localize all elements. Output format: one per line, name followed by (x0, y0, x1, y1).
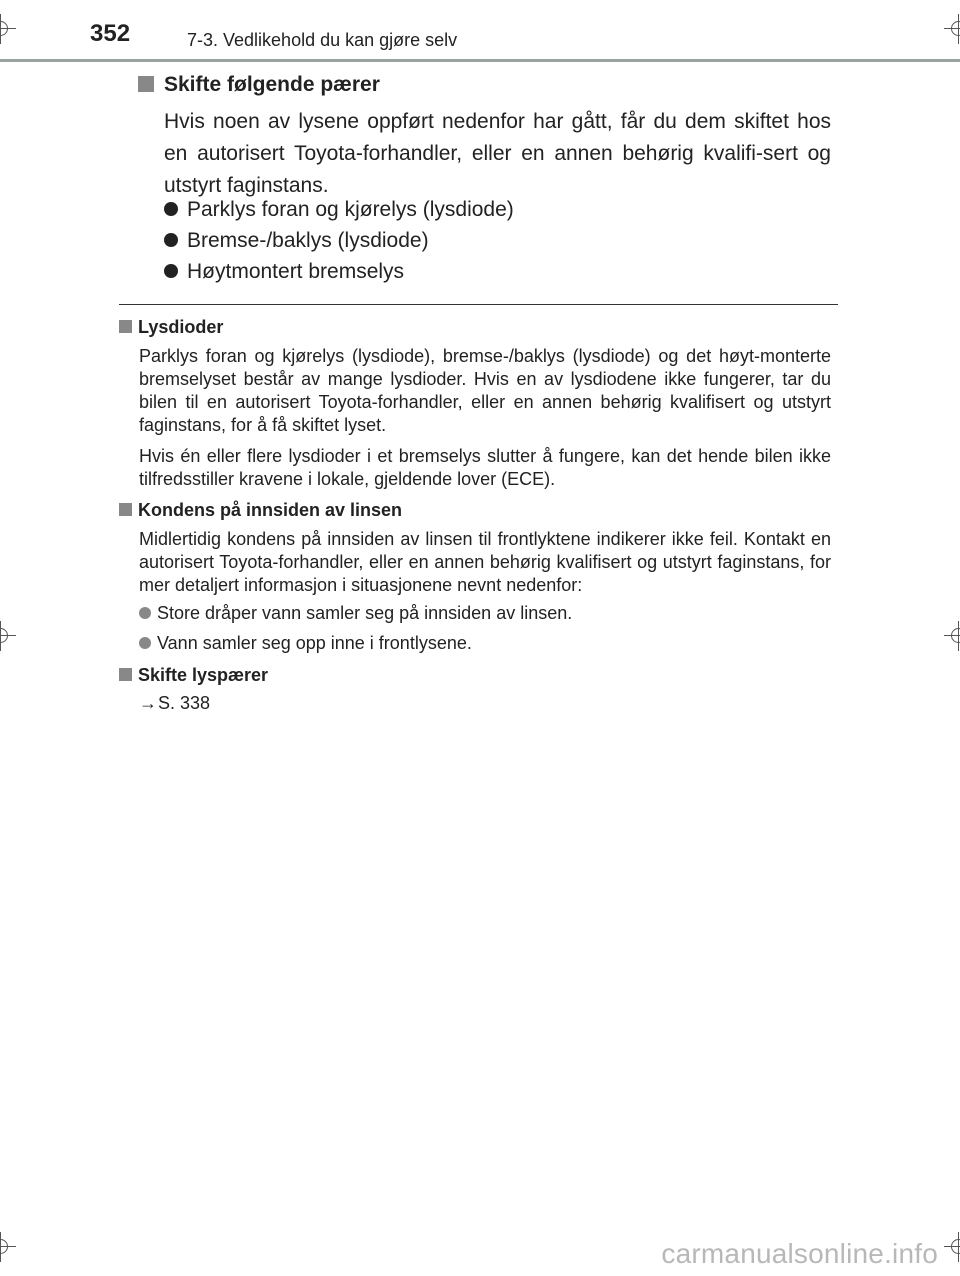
square-bullet-icon (138, 76, 154, 92)
section-title: 7-3. Vedlikehold du kan gjøre selv (187, 30, 458, 50)
main-paragraph: Hvis noen av lysene oppført nedenfor har gått, får du dem skiftet hos en autorisert Toyota-forhandler, eller en annen behørig kvalifi-sert og utstyrt faginstans. (164, 110, 831, 197)
square-bullet-icon (119, 503, 132, 516)
main-bullet-item: Parklys foran og kjørelys (lysdiode) (164, 198, 514, 222)
note-heading-kondens: Kondens på innsiden av linsen (119, 500, 402, 521)
bullet-dot-icon (164, 264, 178, 278)
crop-mark-bottom-left (0, 1232, 16, 1262)
bullet-dot-icon (164, 202, 178, 216)
note-heading-skifte-lyspaerer: Skifte lyspærer (119, 665, 268, 686)
crop-mark-bottom-right (944, 1232, 960, 1262)
watermark: carmanualsonline.info (661, 1238, 938, 1269)
note-bullet-item: Vann samler seg opp inne i frontlysene. (139, 633, 472, 654)
crop-mark-mid-right (944, 621, 960, 651)
crop-mark-mid-left (0, 621, 16, 651)
bullet-dot-icon (164, 233, 178, 247)
main-heading-text: Skifte følgende pærer (164, 73, 380, 96)
page-reference-link[interactable] (139, 692, 831, 715)
section-divider (119, 304, 838, 305)
square-bullet-icon (119, 668, 132, 681)
note-heading-lysdioder: Lysdioder (119, 317, 223, 338)
arrow-right-icon: → (139, 693, 157, 713)
note-paragraph: Parklys foran og kjørelys (lysdiode), bremse-/baklys (lysdiode) og det høyt-monterte bremselyset består av mange lysdioder. Hvis en av lysdiodene ikke fungerer, tar du bilen til en autorisert Toyota-forhandler, eller en annen behørig kvalifisert og utstyrt faginstans, for å få skiftet lyset. (139, 346, 831, 435)
crop-mark-top-left (0, 14, 16, 44)
note-paragraph: Hvis én eller flere lysdioder i et bremselys slutter å fungere, kan det hende bilen ikke tilfredsstiller kravene i lokale, gjeldende lover (ECE). (139, 446, 831, 489)
page-reference-text: S. 338 (158, 693, 211, 713)
crop-mark-top-right (944, 14, 960, 44)
note-paragraph: Midlertidig kondens på innsiden av linsen til frontlyktene indikerer ikke feil. Kontakt en autorisert Toyota-forhandler, eller en annen behørig kvalifisert og utstyrt faginstans, for mer detaljert informasjon i situasjonene nevnt nedenfor: (139, 529, 831, 595)
bullet-dot-icon (139, 637, 151, 649)
square-bullet-icon (119, 320, 132, 333)
main-heading (138, 73, 380, 97)
header-rule (0, 59, 960, 62)
bullet-dot-icon (139, 607, 151, 619)
main-bullet-item: Høytmontert bremselys (164, 260, 404, 284)
note-bullet-item: Store dråper vann samler seg på innsiden av linsen. (139, 603, 572, 624)
page-number: 352 (90, 20, 131, 47)
main-bullet-item: Bremse-/baklys (lysdiode) (164, 229, 429, 253)
